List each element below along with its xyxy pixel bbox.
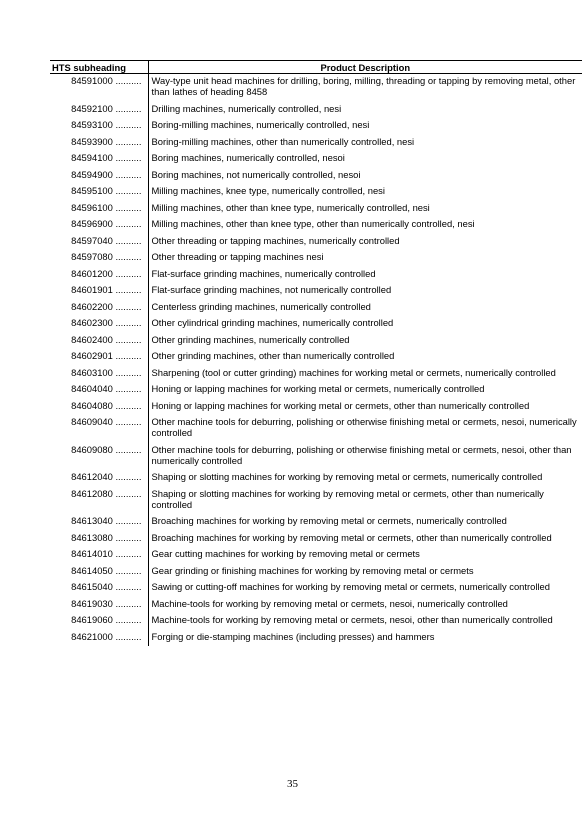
product-description-cell: Shaping or slotting machines for working by removing metal or cermets, numerically controlled [151, 471, 543, 482]
product-description-cell: Forging or die-stamping machines (including presses) and hammers [151, 630, 435, 642]
hts-table [50, 60, 582, 646]
hts-code-cell: 84603100 .......... [50, 366, 148, 383]
product-description-cell: Centerless grinding machines, numerically controlled [151, 300, 371, 312]
product-description-cell: Sawing or cutting-off machines for working by removing metal or cermets, numerically controlled [151, 581, 550, 592]
table-row [50, 234, 582, 251]
hts-code-cell: 84593100 .......... [50, 118, 148, 135]
product-description-cell: Broaching machines for working by removing metal or cermets, other than numerically controlled [151, 531, 552, 543]
hts-code-cell: 84596900 .......... [50, 217, 148, 234]
product-description-cell: Machine-tools for working by removing metal or cermets, nesoi, other than numerically controlled [151, 614, 553, 625]
product-description-cell: Machine-tools for working by removing metal or cermets, nesoi, numerically controlled [151, 597, 508, 609]
hts-code-cell: 84602901 .......... [50, 349, 148, 366]
hts-code-cell: 84594100 .......... [50, 151, 148, 168]
hts-code-cell: 84597080 .......... [50, 250, 148, 267]
table-row [50, 470, 582, 487]
header-hts-subheading: HTS subheading [50, 61, 148, 74]
product-description-cell: Other cylindrical grinding machines, numerically controlled [151, 317, 394, 328]
table-header [50, 61, 582, 74]
product-description-cell: Shaping or slotting machines for working by removing metal or cermets, other than numerically controlled [151, 487, 544, 510]
hts-code-cell: 84597040 .......... [50, 234, 148, 251]
table-row [50, 514, 582, 531]
hts-code-cell: 84612040 .......... [50, 470, 148, 487]
table-row [50, 415, 582, 443]
hts-code-cell: 84602200 .......... [50, 300, 148, 317]
product-description-cell: Gear grinding or finishing machines for working by removing metal or cermets [151, 564, 474, 576]
product-description-cell: Flat-surface grinding machines, numerically controlled [151, 267, 376, 279]
hts-code-cell: 84613080 .......... [50, 531, 148, 548]
product-description-cell: Boring machines, not numerically controlled, nesoi [151, 168, 361, 180]
product-description-cell: Other machine tools for deburring, polishing or otherwise finishing metal or cermets, nesoi, numerically controlled [151, 416, 577, 438]
table-row [50, 267, 582, 284]
product-description-cell: Boring-milling machines, other than numerically controlled, nesi [151, 135, 415, 147]
table-row [50, 250, 582, 267]
product-description-cell: Other machine tools for deburring, polishing or otherwise finishing metal or cermets, nesoi, other than numerically controlled [151, 443, 572, 466]
table-row [50, 580, 582, 597]
hts-code-cell: 84609080 .......... [50, 443, 148, 471]
product-description-cell: Boring-milling machines, numerically controlled, nesi [151, 119, 370, 130]
hts-code-cell: 84604040 .......... [50, 382, 148, 399]
table-row [50, 135, 582, 152]
table-row [50, 547, 582, 564]
header-row [50, 61, 582, 74]
table-row [50, 74, 582, 102]
table-row [50, 151, 582, 168]
table-body [50, 74, 582, 647]
hts-code-cell: 84604080 .......... [50, 399, 148, 416]
product-description-cell: Gear cutting machines for working by removing metal or cermets [151, 548, 420, 559]
table-row [50, 316, 582, 333]
product-description-cell: Milling machines, other than knee type, numerically controlled, nesi [151, 201, 430, 213]
table-row [50, 168, 582, 185]
product-description-cell: Other grinding machines, other than numerically controlled [151, 350, 395, 361]
table-row [50, 443, 582, 471]
table-row [50, 102, 582, 119]
hts-code-cell: 84614050 .......... [50, 564, 148, 581]
table-row [50, 349, 582, 366]
table-row [50, 333, 582, 350]
product-description-cell: Broaching machines for working by removing metal or cermets, numerically controlled [151, 515, 507, 526]
hts-code-cell: 84615040 .......... [50, 580, 148, 597]
hts-code-cell: 84595100 .......... [50, 184, 148, 201]
hts-code-cell: 84596100 .......... [50, 201, 148, 218]
table-row [50, 487, 582, 515]
hts-code-cell: 84601200 .......... [50, 267, 148, 284]
hts-code-cell: 84602300 .......... [50, 316, 148, 333]
hts-code-cell: 84614010 .......... [50, 547, 148, 564]
table-row [50, 118, 582, 135]
header-product-description: Product Description [148, 61, 582, 74]
product-description-cell: Boring machines, numerically controlled, nesoi [151, 152, 345, 163]
product-description-cell: Other grinding machines, numerically controlled [151, 333, 350, 345]
product-description-cell: Sharpening (tool or cutter grinding) machines for working metal or cermets, numerically controlled [151, 366, 556, 378]
product-description-cell: Honing or lapping machines for working metal or cermets, numerically controlled [151, 383, 485, 394]
hts-code-cell: 84593900 .......... [50, 135, 148, 152]
hts-code-cell: 84612080 .......... [50, 487, 148, 515]
product-description-cell: Drilling machines, numerically controlled, nesi [151, 102, 342, 114]
hts-code-cell: 84592100 .......... [50, 102, 148, 119]
hts-code-cell: 84609040 .......... [50, 415, 148, 443]
hts-code-cell: 84619060 .......... [50, 613, 148, 630]
table-row [50, 564, 582, 581]
hts-code-cell: 84619030 .......... [50, 597, 148, 614]
product-description-cell: Flat-surface grinding machines, not numerically controlled [151, 284, 392, 295]
table-row [50, 201, 582, 218]
table-row [50, 283, 582, 300]
product-description-cell: Way-type unit head machines for drilling, boring, milling, threading or tapping by removing metal, other than lathes of heading 8458 [151, 75, 576, 97]
product-description-cell: Other threading or tapping machines, numerically controlled [151, 234, 400, 246]
hts-code-cell: 84613040 .......... [50, 514, 148, 531]
table-row [50, 382, 582, 399]
hts-code-cell: 84621000 .......... [50, 630, 148, 647]
product-description-cell: Other threading or tapping machines nesi [151, 251, 324, 262]
table-row [50, 630, 582, 647]
hts-code-cell: 84602400 .......... [50, 333, 148, 350]
table-row [50, 597, 582, 614]
table-row [50, 184, 582, 201]
hts-code-cell: 84591000 .......... [50, 74, 148, 102]
product-description-cell: Honing or lapping machines for working metal or cermets, other than numerically controlled [151, 399, 530, 411]
table-row [50, 399, 582, 416]
table-row [50, 217, 582, 234]
table-row [50, 366, 582, 383]
table-row [50, 300, 582, 317]
table-row [50, 531, 582, 548]
table-row [50, 613, 582, 630]
product-description-cell: Milling machines, knee type, numerically controlled, nesi [151, 185, 385, 196]
hts-code-cell: 84601901 .......... [50, 283, 148, 300]
hts-code-cell: 84594900 .......... [50, 168, 148, 185]
product-description-cell: Milling machines, other than knee type, other than numerically controlled, nesi [151, 218, 475, 229]
page-number: 35 [287, 778, 298, 790]
